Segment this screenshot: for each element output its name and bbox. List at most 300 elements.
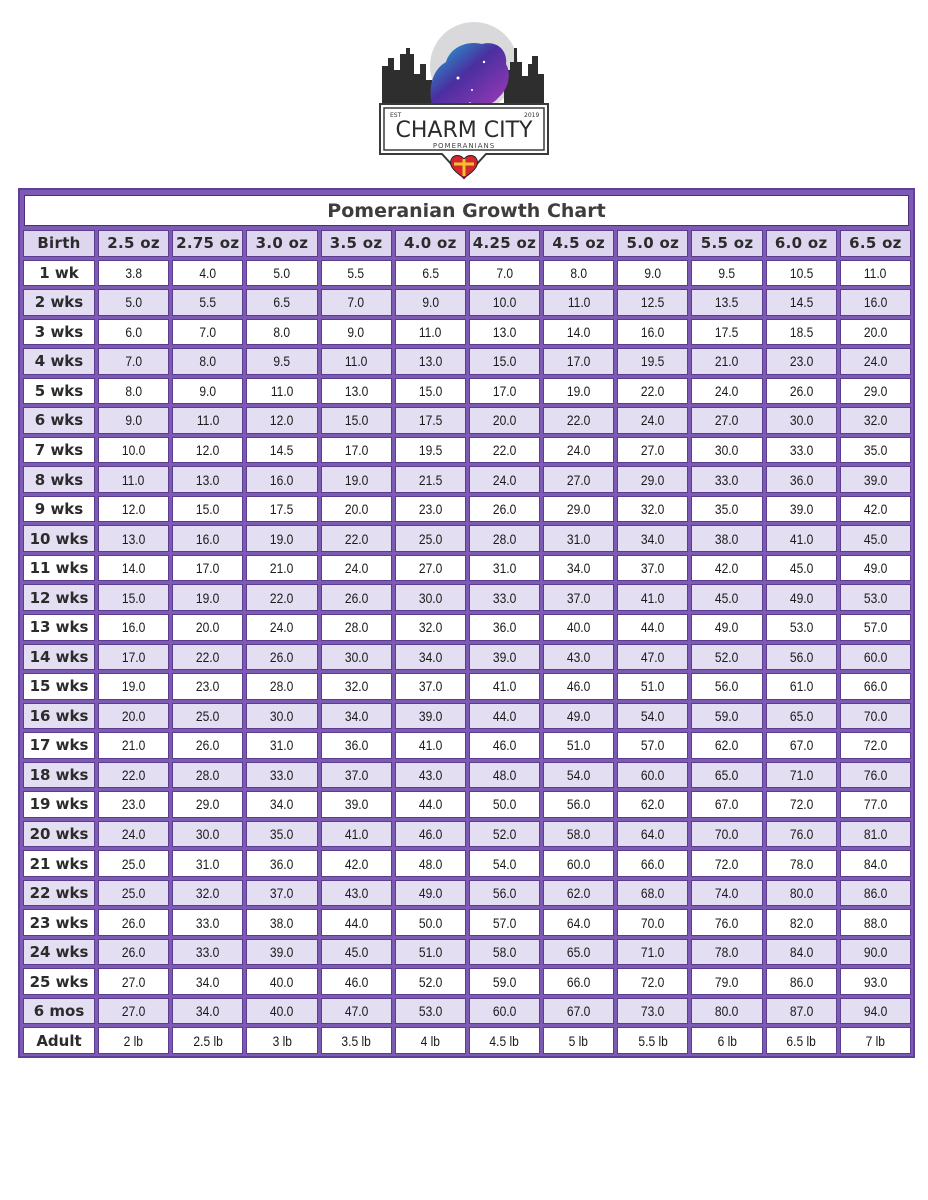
weight-value: 60.0 [863,648,888,665]
weight-value: 80.0 [715,1003,739,1020]
weight-cell [840,850,911,877]
weight-cell [691,584,762,611]
weight-cell [469,732,540,759]
logo-est-year: 2019 [524,112,540,119]
weight-value: 13.0 [121,530,146,547]
weight-cell [691,260,762,287]
weight-value: 17.0 [196,560,220,577]
header-cell-birth-weight: 5.5 oz [691,230,762,257]
weight-value: 40.0 [270,1003,294,1020]
weight-value: 48.0 [492,766,517,783]
weight-value: 39.0 [344,796,368,813]
header-cell-birth-weight: 3.0 oz [246,230,317,257]
weight-cell [172,466,243,493]
weight-value: 11.0 [419,323,442,340]
weight-cell [691,614,762,641]
header-cell-birth-weight: 6.0 oz [766,230,837,257]
weight-value: 41.0 [418,737,443,754]
header-cell-birth-weight: 3.5 oz [321,230,392,257]
weight-cell [691,880,762,907]
weight-value: 16.0 [641,323,665,340]
weight-value: 57.0 [492,914,517,931]
weight-value: 17.0 [344,442,368,459]
weight-value: 34.0 [344,707,368,724]
row-label: 18 wks [23,762,95,789]
weight-cell [766,644,837,671]
weight-cell [172,496,243,523]
weight-cell [469,319,540,346]
weight-value: 25.0 [418,530,443,547]
weight-cell [98,732,169,759]
weight-cell [766,1027,837,1054]
weight-cell [172,260,243,287]
weight-value: 17.0 [566,353,591,370]
weight-value: 56.0 [715,678,739,695]
weight-value: 38.0 [270,914,294,931]
weight-cell [395,880,466,907]
weight-cell [691,998,762,1025]
weight-value: 61.0 [789,678,813,695]
weight-value: 11.0 [122,471,145,488]
weight-value: 12.0 [270,412,294,429]
weight-cell [840,791,911,818]
weight-value: 32.0 [418,619,443,636]
weight-value: 39.0 [789,501,813,518]
weight-cell [617,437,688,464]
weight-value: 11.0 [270,382,294,399]
weight-cell [246,998,317,1025]
weight-cell [617,260,688,287]
weight-value: 17.5 [715,323,739,340]
growth-chart-table [18,188,915,1058]
row-label: 13 wks [23,614,95,641]
weight-cell [246,673,317,700]
weight-value: 9.0 [421,294,439,311]
weight-cell [172,762,243,789]
weight-value: 45.0 [789,560,813,577]
weight-cell [321,319,392,346]
weight-cell [321,850,392,877]
weight-cell [172,732,243,759]
weight-cell [766,939,837,966]
weight-value: 6.5 [273,294,291,311]
weight-cell [395,998,466,1025]
weight-value: 23.0 [789,353,813,370]
weight-cell [617,466,688,493]
weight-cell [469,909,540,936]
weight-cell [321,407,392,434]
weight-value: 44.0 [492,707,517,724]
weight-value: 34.0 [196,973,220,990]
weight-value: 34.0 [641,530,665,547]
weight-cell [321,614,392,641]
weight-value: 77.0 [863,796,888,813]
weight-cell [321,348,392,375]
weight-value: 22.0 [344,530,368,547]
weight-value: 24.0 [270,619,294,636]
weight-value: 71.0 [789,766,813,783]
weight-value: 9.5 [273,353,291,370]
weight-cell [543,437,614,464]
weight-cell [172,850,243,877]
weight-value: 41.0 [641,589,665,606]
weight-cell [766,732,837,759]
weight-value: 86.0 [789,973,813,990]
weight-cell [321,732,392,759]
weight-cell [691,909,762,936]
weight-value: 20.0 [344,501,368,518]
weight-cell [395,644,466,671]
weight-value: 43.0 [344,885,368,902]
weight-cell [691,644,762,671]
weight-cell [543,348,614,375]
weight-value: 37.0 [270,885,294,902]
weight-cell [543,466,614,493]
weight-cell [617,289,688,316]
weight-cell [321,998,392,1025]
weight-cell [172,378,243,405]
weight-value: 36.0 [270,855,294,872]
weight-cell [246,791,317,818]
weight-cell [98,968,169,995]
weight-value: 17.5 [418,412,443,429]
weight-cell [321,289,392,316]
weight-cell [172,614,243,641]
weight-cell [543,732,614,759]
weight-value: 58.0 [492,944,517,961]
weight-value: 7.0 [125,353,142,370]
weight-value: 32.0 [196,885,220,902]
weight-cell [469,496,540,523]
weight-value: 37.0 [344,766,368,783]
weight-cell [172,880,243,907]
weight-value: 45.0 [863,530,888,547]
weight-cell [395,437,466,464]
weight-cell [469,437,540,464]
weight-cell [766,762,837,789]
weight-value: 29.0 [196,796,220,813]
weight-value: 16.0 [863,294,888,311]
weight-cell [840,378,911,405]
weight-cell [543,319,614,346]
weight-value: 21.0 [270,560,294,577]
weight-cell [395,584,466,611]
weight-cell [617,821,688,848]
weight-value: 25.0 [121,885,146,902]
weight-value: 37.0 [641,560,665,577]
weight-cell [543,289,614,316]
weight-cell [766,496,837,523]
weight-value: 11.0 [567,294,590,311]
weight-value: 66.0 [566,973,591,990]
weight-value: 33.0 [196,944,220,961]
weight-cell [543,644,614,671]
weight-value: 22.0 [121,766,146,783]
weight-value: 59.0 [715,707,739,724]
weight-cell [766,319,837,346]
weight-cell [617,791,688,818]
weight-value: 10.0 [492,294,517,311]
weight-value: 45.0 [344,944,368,961]
weight-cell [395,348,466,375]
weight-value: 51.0 [418,944,443,961]
weight-value: 30.0 [344,648,368,665]
weight-value: 30.0 [418,589,443,606]
row-label: 10 wks [23,525,95,552]
weight-cell [766,614,837,641]
weight-cell [246,1027,317,1054]
weight-value: 41.0 [789,530,813,547]
weight-value: 34.0 [418,648,443,665]
weight-value: 10.0 [121,442,146,459]
weight-value: 84.0 [863,855,888,872]
weight-cell [617,1027,688,1054]
weight-cell [691,319,762,346]
weight-value: 70.0 [863,707,888,724]
weight-value: 40.0 [270,973,294,990]
weight-value: 15.0 [492,353,517,370]
weight-cell [172,644,243,671]
weight-value: 14.0 [566,323,591,340]
weight-cell [766,703,837,730]
weight-value: 7.0 [496,264,513,281]
weight-value: 14.5 [789,294,813,311]
weight-value: 12.0 [121,501,146,518]
weight-cell [617,732,688,759]
weight-cell [469,968,540,995]
weight-cell [246,614,317,641]
weight-cell [469,260,540,287]
weight-cell [246,880,317,907]
weight-value: 60.0 [492,1003,517,1020]
weight-value: 70.0 [641,914,665,931]
weight-value: 52.0 [715,648,739,665]
header-cell-birth-weight: 2.75 oz [172,230,243,257]
weight-cell [766,821,837,848]
weight-value: 26.0 [344,589,368,606]
weight-value: 27.0 [715,412,739,429]
weight-value: 34.0 [196,1003,220,1020]
weight-cell [840,732,911,759]
weight-value: 72.0 [641,973,665,990]
weight-value: 26.0 [196,737,220,754]
weight-value: 13.0 [196,471,220,488]
weight-value: 3.8 [125,264,142,281]
weight-value: 7.0 [347,294,365,311]
weight-value: 84.0 [789,944,813,961]
weight-value: 43.0 [418,766,443,783]
weight-value: 8.0 [199,353,217,370]
weight-cell [691,466,762,493]
weight-value: 25.0 [196,707,220,724]
weight-value: 5.5 [199,294,217,311]
weight-value: 14.0 [121,560,146,577]
weight-value: 22.0 [492,442,517,459]
weight-cell [766,525,837,552]
weight-value: 36.0 [492,619,517,636]
weight-cell [543,673,614,700]
weight-value: 19.0 [196,589,220,606]
weight-cell [98,584,169,611]
weight-cell [469,614,540,641]
weight-cell [395,1027,466,1054]
weight-cell [543,1027,614,1054]
weight-value: 76.0 [863,766,888,783]
weight-cell [321,968,392,995]
weight-value: 64.0 [641,825,665,842]
weight-cell [98,407,169,434]
row-label: 25 wks [23,968,95,995]
weight-value: 30.0 [715,442,739,459]
weight-cell [617,850,688,877]
weight-cell [246,732,317,759]
weight-cell [321,525,392,552]
weight-cell [395,466,466,493]
growth-chart-grid [23,230,911,1054]
weight-value: 27.0 [641,442,665,459]
weight-cell [543,850,614,877]
weight-cell [766,909,837,936]
weight-cell [469,378,540,405]
weight-cell [172,1027,243,1054]
weight-cell [469,348,540,375]
weight-value: 49.0 [789,589,813,606]
weight-cell [840,821,911,848]
weight-value: 74.0 [715,885,739,902]
weight-value: 19.5 [641,353,665,370]
weight-cell [766,378,837,405]
weight-value: 52.0 [492,825,517,842]
weight-cell [469,644,540,671]
row-label: 15 wks [23,673,95,700]
weight-cell [395,289,466,316]
weight-cell [395,732,466,759]
weight-value: 7.0 [199,323,217,340]
weight-value: 23.0 [196,678,220,695]
weight-cell [766,289,837,316]
weight-cell [321,437,392,464]
weight-value: 46.0 [344,973,368,990]
weight-value: 60.0 [566,855,591,872]
weight-value: 37.0 [418,678,443,695]
weight-cell [617,555,688,582]
weight-value: 14.5 [270,442,294,459]
weight-cell [840,762,911,789]
weight-value: 39.0 [270,944,294,961]
weight-cell [840,437,911,464]
weight-value: 76.0 [715,914,739,931]
weight-value: 41.0 [492,678,517,695]
weight-cell [98,644,169,671]
weight-value: 30.0 [270,707,294,724]
weight-value: 81.0 [863,825,888,842]
weight-cell [321,260,392,287]
weight-cell [840,584,911,611]
weight-value: 46.0 [566,678,591,695]
weight-cell [321,378,392,405]
weight-value: 71.0 [641,944,665,961]
weight-cell [172,407,243,434]
weight-value: 16.0 [196,530,220,547]
weight-cell [395,260,466,287]
weight-value: 35.0 [715,501,739,518]
weight-value: 45.0 [715,589,739,606]
weight-value: 52.0 [418,973,443,990]
weight-cell [98,555,169,582]
weight-value: 67.0 [715,796,739,813]
weight-value: 9.5 [718,264,736,281]
weight-value: 66.0 [641,855,665,872]
weight-cell [172,909,243,936]
weight-value: 3 lb [272,1032,292,1049]
weight-value: 24.0 [344,560,368,577]
weight-cell [840,289,911,316]
weight-cell [840,998,911,1025]
weight-value: 54.0 [641,707,665,724]
weight-cell [766,466,837,493]
weight-cell [691,850,762,877]
weight-value: 4.5 lb [489,1032,520,1049]
weight-cell [98,909,169,936]
weight-cell [617,525,688,552]
weight-cell [469,939,540,966]
weight-value: 2 lb [123,1032,144,1049]
weight-cell [395,614,466,641]
weight-value: 43.0 [566,648,591,665]
weight-cell [840,1027,911,1054]
weight-value: 50.0 [492,796,517,813]
weight-cell [691,1027,762,1054]
weight-value: 22.0 [566,412,591,429]
weight-value: 50.0 [418,914,443,931]
weight-cell [691,289,762,316]
weight-value: 65.0 [789,707,813,724]
weight-value: 19.5 [418,442,443,459]
weight-cell [617,968,688,995]
weight-cell [691,437,762,464]
weight-cell [98,673,169,700]
weight-value: 41.0 [344,825,368,842]
header-cell-birth-weight: 2.5 oz [98,230,169,257]
weight-value: 27.0 [566,471,591,488]
weight-cell [246,821,317,848]
weight-value: 37.0 [566,589,591,606]
weight-cell [617,378,688,405]
weight-cell [840,407,911,434]
row-label: 1 wk [23,260,95,287]
weight-value: 38.0 [715,530,739,547]
weight-cell [321,1027,392,1054]
row-label: 22 wks [23,880,95,907]
weight-value: 9.0 [347,323,365,340]
weight-cell [543,703,614,730]
weight-cell [246,496,317,523]
weight-cell [469,850,540,877]
row-label: 2 wks [23,289,95,316]
weight-value: 42.0 [344,855,368,872]
weight-cell [172,968,243,995]
weight-value: 80.0 [789,885,813,902]
weight-value: 27.0 [121,1003,146,1020]
weight-cell [543,939,614,966]
weight-cell [246,525,317,552]
weight-value: 18.5 [789,323,813,340]
weight-cell [469,525,540,552]
weight-cell [246,437,317,464]
weight-cell [395,850,466,877]
weight-value: 26.0 [121,914,146,931]
weight-cell [840,525,911,552]
